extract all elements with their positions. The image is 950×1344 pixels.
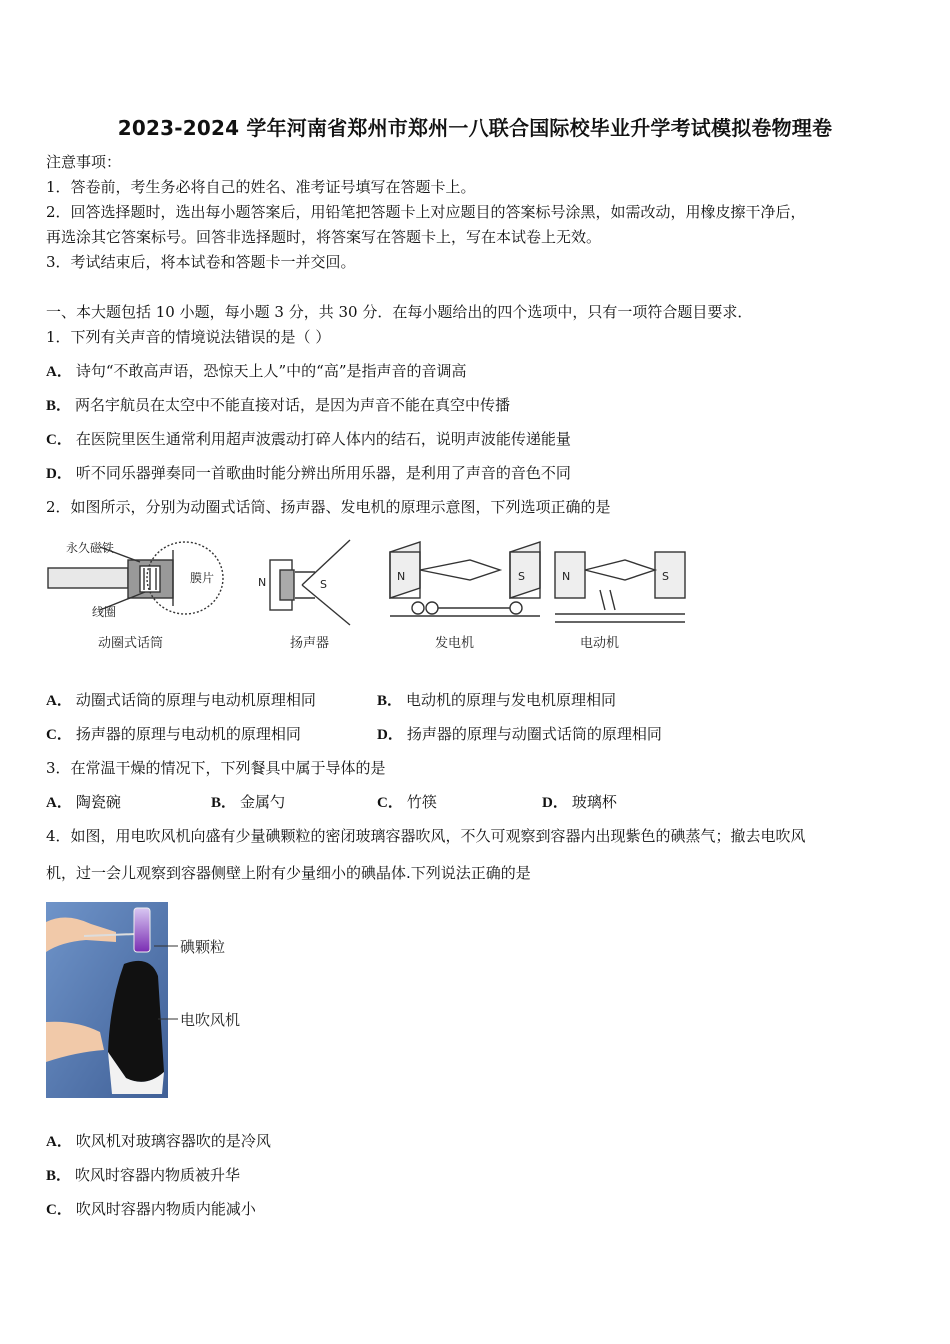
- notice-item: 2．回答选择题时，选出每小题答案后，用铅笔把答题卡上对应题目的答案标号涂黑，如需改动，用橡皮擦干净后，: [46, 203, 806, 221]
- label-magnet: 永久磁铁: [66, 541, 115, 555]
- option-c: C． 在医院里医生通常利用超声波震动打碎人体内的结石，说明声波能传递能量: [46, 430, 571, 448]
- question-stem: 4．如图，用电吹风机向盛有少量碘颗粒的密闭玻璃容器吹风，不久可观察到容器内出现紫色的碘蒸气；撤去电吹风: [46, 827, 806, 845]
- question-stem: 1．下列有关声音的情境说法错误的是（ ）: [46, 328, 331, 346]
- label-pole-n: N: [562, 570, 571, 583]
- option-b: B． 电动机的原理与发电机原理相同: [377, 691, 617, 709]
- label-dryer: 电吹风机: [180, 1011, 241, 1029]
- label-coil: 线圈: [92, 605, 117, 619]
- label-pole-n: N: [258, 576, 267, 589]
- q2-figure: [40, 530, 700, 665]
- caption-speaker: 扬声器: [290, 636, 330, 651]
- label-membrane: 膜片: [190, 571, 215, 585]
- label-pole-s: S: [518, 570, 525, 583]
- question-stem: 2．如图所示，分别为动圈式话筒、扬声器、发电机的原理示意图，下列选项正确的是: [46, 498, 611, 516]
- motor-diagram: [555, 552, 685, 622]
- section-header: 一、本大题包括 10 小题，每小题 3 分，共 30 分．在每小题给出的四个选项中，只有一项符合题目要求．: [46, 303, 753, 321]
- option-a: A． 吹风机对玻璃容器吹的是冷风: [46, 1132, 271, 1150]
- page-title: 2023-2024 学年河南省郑州市郑州一八联合国际校毕业升学考试模拟卷物理卷: [117, 116, 833, 140]
- option-a: A． 动圈式话筒的原理与电动机原理相同: [46, 691, 316, 709]
- label-pole-s: S: [320, 578, 327, 591]
- option-a: A． 陶瓷碗: [46, 793, 121, 811]
- label-pole-s: S: [662, 570, 669, 583]
- speaker-diagram: [270, 540, 350, 625]
- option-b: B． 两名宇航员在太空中不能直接对话，是因为声音不能在真空中传播: [46, 396, 511, 414]
- caption-microphone: 动圈式话筒: [98, 636, 164, 651]
- notice-item: 1．答卷前，考生务必将自己的姓名、准考证号填写在答题卡上。: [46, 178, 476, 196]
- option-d: D． 扬声器的原理与动圈式话筒的原理相同: [377, 725, 662, 743]
- option-d: D． 玻璃杯: [542, 793, 617, 811]
- caption-motor: 电动机: [580, 636, 620, 651]
- option-d: D． 听不同乐器弹奏同一首歌曲时能分辨出所用乐器，是利用了声音的音色不同: [46, 464, 571, 482]
- option-c: C． 扬声器的原理与电动机的原理相同: [46, 725, 301, 743]
- label-iodine: 碘颗粒: [180, 938, 226, 956]
- iodine-vial: [134, 908, 150, 952]
- question-stem: 3．在常温干燥的情况下，下列餐具中属于导体的是: [46, 759, 386, 777]
- caption-generator: 发电机: [435, 636, 475, 651]
- option-a: A． 诗句“不敢高声语，恐惊天上人”中的“高”是指声音的音调高: [46, 362, 467, 380]
- question-stem-cont: 机，过一会儿观察到容器侧壁上附有少量细小的碘晶体.下列说法正确的是: [46, 864, 531, 882]
- option-c: C． 竹筷: [377, 793, 437, 811]
- option-b: B． 金属勺: [211, 793, 286, 811]
- option-b: B． 吹风时容器内物质被升华: [46, 1166, 241, 1184]
- notice-heading: 注意事项：: [46, 153, 122, 171]
- notice-item: 3．考试结束后，将本试卷和答题卡一并交回。: [46, 253, 356, 271]
- option-c: C． 吹风时容器内物质内能减小: [46, 1200, 256, 1218]
- notice-item: 再选涂其它答案标号。回答非选择题时，将答案写在答题卡上，写在本试卷上无效。: [46, 228, 602, 246]
- q4-figure: [46, 902, 276, 1098]
- label-pole-n: N: [397, 570, 406, 583]
